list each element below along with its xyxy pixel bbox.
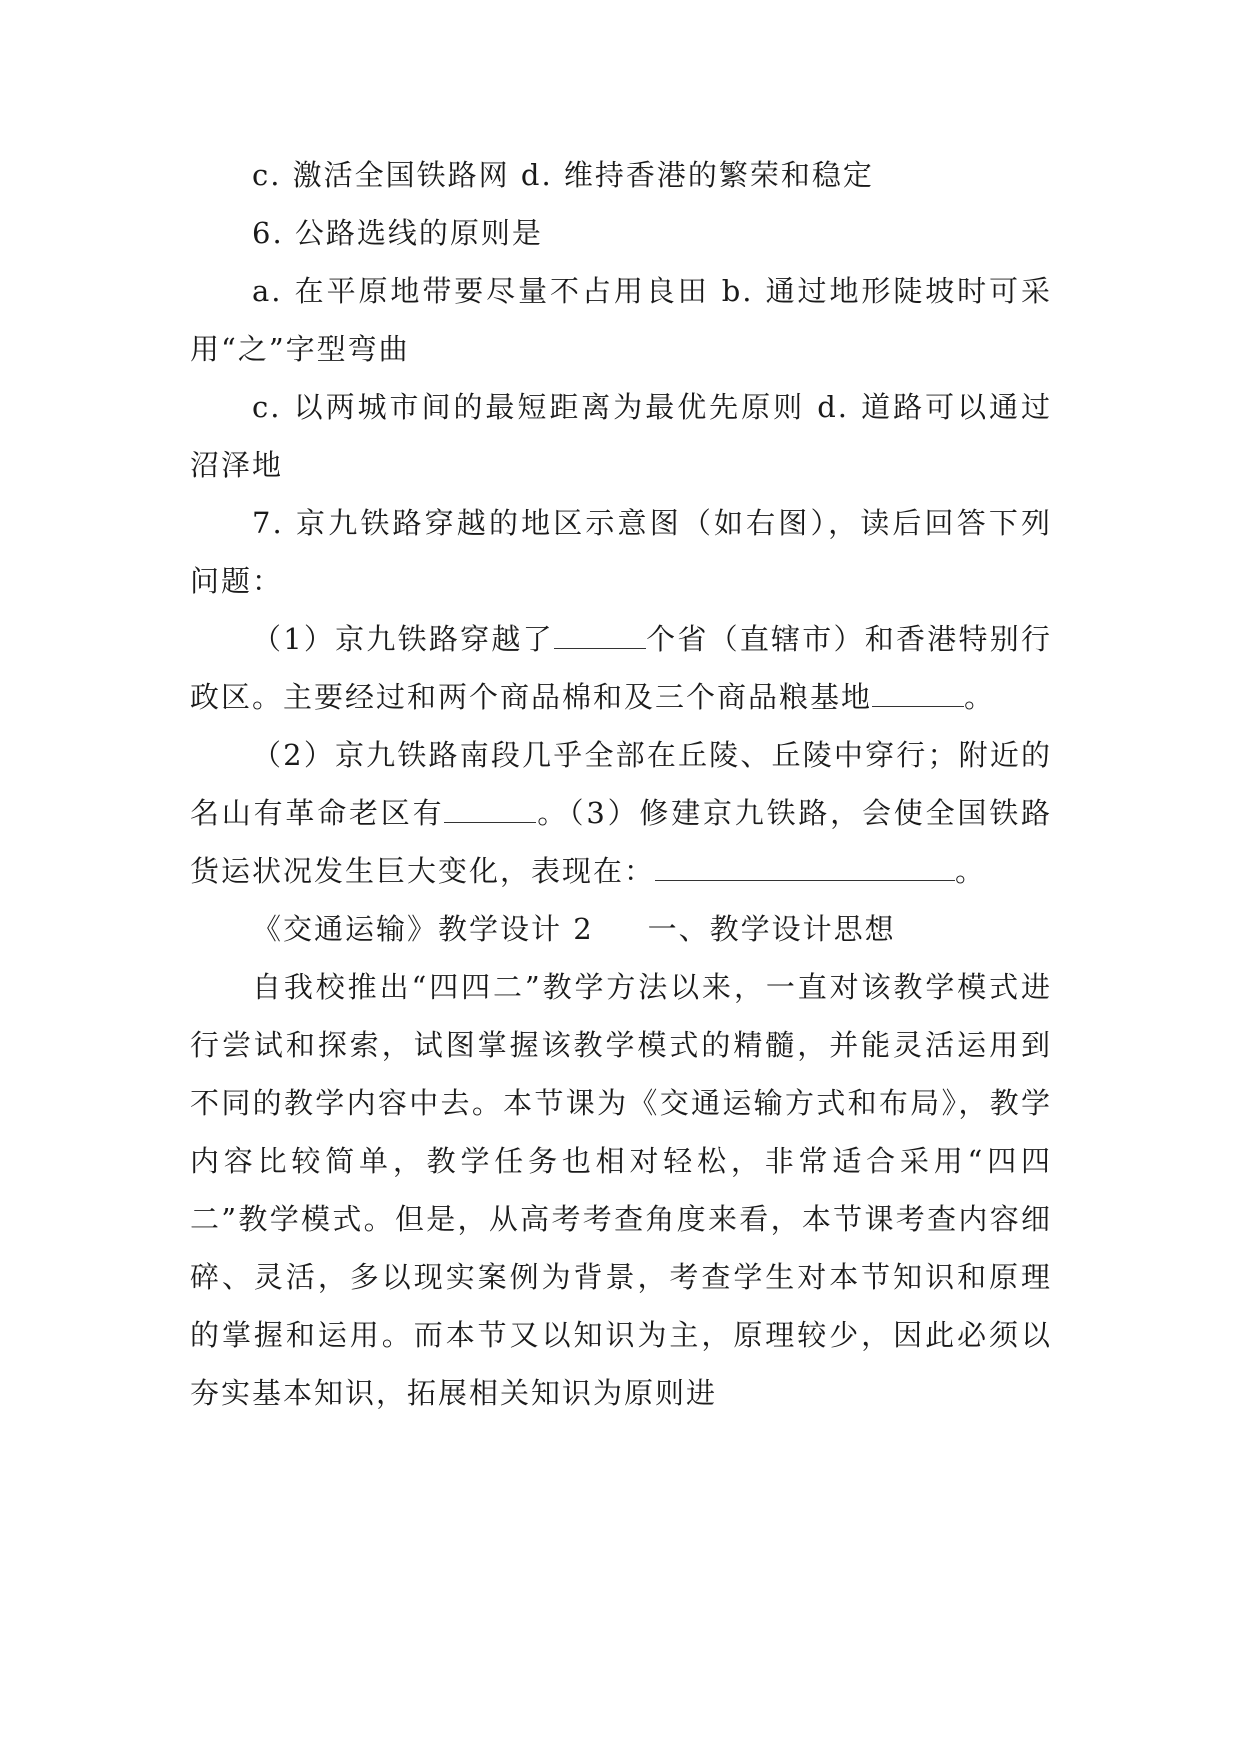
q7-part2-text-b: 。（3）修建京九铁路，会使全国铁路货运状况发生巨大变化，表现在： bbox=[190, 796, 1052, 888]
section-title-line bbox=[190, 900, 1052, 958]
q7-part1-text-b: 个省（直辖市）和香港特别行政区。主要经过和两个商品棉和及三个商品粮基地 bbox=[190, 622, 1052, 714]
section-title: 《交通运输》教学设计 2 bbox=[252, 912, 594, 946]
document-body bbox=[190, 146, 1052, 1422]
answer-blank bbox=[872, 676, 964, 707]
q7-part1-text-c: 。 bbox=[964, 680, 996, 714]
q7-part1-text-a: （1）京九铁路穿越了 bbox=[252, 622, 554, 656]
q7-part2-text-a: （2）京九铁路南段几乎全部在丘陵、丘陵中穿行；附近的名山有革命老区有 bbox=[190, 738, 1052, 830]
q6-options-cd: c. 以两城市间的最短距离为最优先原则 d. 道路可以通过沼泽地 bbox=[190, 390, 1052, 482]
q7-part1 bbox=[190, 610, 1052, 726]
section-heading: 一、教学设计思想 bbox=[647, 912, 896, 946]
answer-blank bbox=[554, 618, 646, 649]
q7-part2 bbox=[190, 726, 1052, 900]
q6-stem: 6. 公路选线的原则是 bbox=[252, 216, 543, 250]
q7-stem: 7. 京九铁路穿越的地区示意图（如右图），读后回答下列问题： bbox=[190, 506, 1052, 598]
answer-blank bbox=[444, 792, 536, 823]
q6-options-ab: a. 在平原地带要尽量不占用良田 b. 通过地形陡坡时可采用“之”字型弯曲 bbox=[190, 274, 1052, 366]
answer-blank bbox=[655, 850, 955, 881]
q5-options-cd: c. 激活全国铁路网 d. 维持香港的繁荣和稳定 bbox=[252, 158, 874, 192]
q7-part2-text-c: 。 bbox=[955, 854, 987, 888]
body-paragraph: 自我校推出“四四二”教学方法以来，一直对该教学模式进行尝试和探索，试图掌握该教学模式的精髓，并能灵活运用到不同的教学内容中去。本节课为《交通运输方式和布局》，教学内容比较简单，教学任务也相对轻松，非常适合采用“四四二”教学模式。但是，从高考考查角度来看，本节课考查内容细碎、灵活，多以现实案例为背景，考查学生对本节知识和原理的掌握和运用。而本节又以知识为主，原理较少，因此必须以夯实基本知识，拓展相关知识为原则进 bbox=[190, 970, 1052, 1410]
